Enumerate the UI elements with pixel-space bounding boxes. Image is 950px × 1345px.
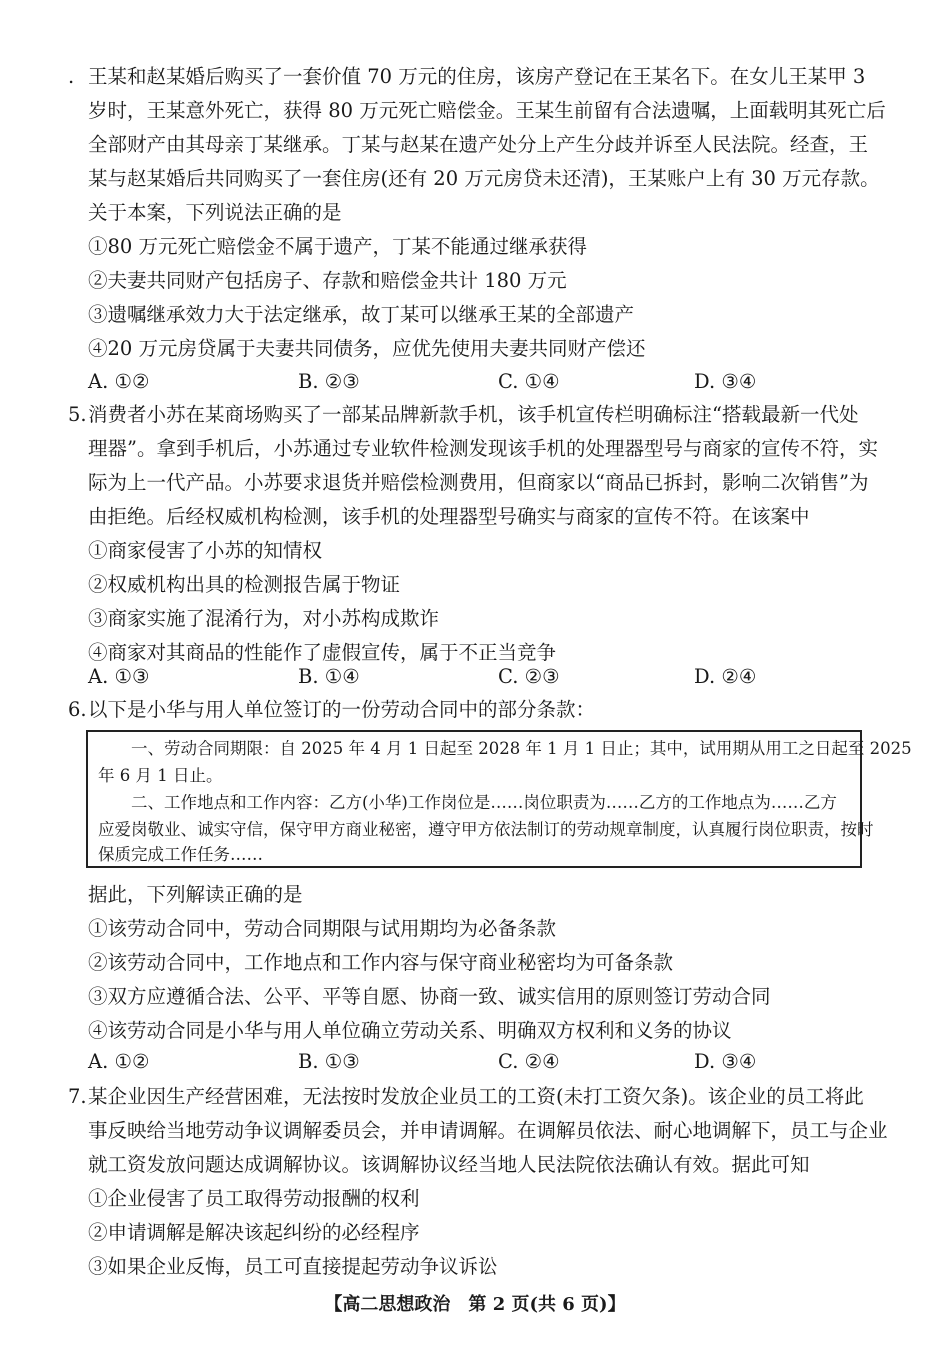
q6-statement-4: ④该劳动合同是小华与用人单位确立劳动关系、明确双方权利和义务的协议 (88, 1019, 732, 1042)
q4-option-b: B. ②③ (298, 370, 360, 393)
q5-statement-4: ④商家对其商品的性能作了虚假宣传，属于不正当竞争 (88, 641, 557, 664)
q5-line-1: 5.消费者小苏在某商场购买了一部某品牌新款手机，该手机宣传栏明确标注“搭载最新一代处 (88, 398, 862, 432)
contract-line-2: 年 6 月 1 日止。 (98, 766, 223, 785)
q4-line-1: . 王某和赵某婚后购买了一套价值 70 万元的住房，该房产登记在王某名下。在女儿王某甲 3 (88, 60, 862, 94)
q6-options (88, 1045, 868, 1079)
q5-number: 5. (68, 403, 87, 426)
q5-option-a: A. ①③ (88, 665, 150, 688)
q6-statement-2: ②该劳动合同中，工作地点和工作内容与保守商业秘密均为可备条款 (88, 951, 674, 974)
q4-option-a: A. ①② (88, 370, 150, 393)
contract-line-1: 一、劳动合同期限：自 2025 年 4 月 1 日起至 2028 年 1 月 1 日止；其中，试用期从用工之日起至 2025 (98, 739, 912, 758)
q4-option-d: D. ③④ (694, 370, 757, 393)
q6-option-a: A. ①② (88, 1050, 150, 1073)
contract-line-4: 应爱岗敬业、诚实守信，保守甲方商业秘密，遵守甲方依法制订的劳动规章制度，认真履行岗位职责，按时 (98, 820, 874, 839)
q4-line-2: 岁时，王某意外死亡，获得 80 万元死亡赔偿金。王某生前留有合法遗嘱，上面载明其死亡后 (88, 99, 886, 122)
q5-statement-1: ①商家侵害了小苏的知情权 (88, 539, 323, 562)
q4-number: . (68, 65, 75, 88)
contract-line-5: 保质完成工作任务…… (98, 845, 263, 864)
q5-option-b: B. ①④ (298, 665, 360, 688)
q4-option-c: C. ①④ (498, 370, 560, 393)
q4-statement-2: ②夫妻共同财产包括房子、存款和赔偿金共计 180 万元 (88, 269, 567, 292)
q5-line-3: 际为上一代产品。小苏要求退货并赔偿检测费用，但商家以“商品已拆封，影响二次销售”为 (88, 471, 869, 494)
q7-statement-2: ②申请调解是解决该起纠纷的必经程序 (88, 1221, 420, 1244)
q7-statement-1: ①企业侵害了员工取得劳动报酬的权利 (88, 1187, 420, 1210)
q4-line-5: 关于本案，下列说法正确的是 (88, 201, 342, 224)
q5-option-c: C. ②③ (498, 665, 560, 688)
q7-line-1: 7.某企业因生产经营困难，无法按时发放企业员工的工资(未打工资欠条)。该企业的员工将此 (88, 1080, 862, 1114)
q6-intro: 6.以下是小华与用人单位签订的一份劳动合同中的部分条款： (88, 693, 862, 727)
q5-line-2: 理器”。拿到手机后，小苏通过专业软件检测发现该手机的处理器型号与商家的宣传不符，实 (88, 437, 878, 460)
q5-line-4: 由拒绝。后经权威机构检测，该手机的处理器型号确实与商家的宣传不符。在该案中 (88, 505, 810, 528)
q7-number: 7. (68, 1085, 87, 1108)
q4-statement-4: ④20 万元房贷属于夫妻共同债务，应优先使用夫妻共同财产偿还 (88, 337, 646, 360)
q5-option-d: D. ②④ (694, 665, 757, 688)
q6-statement-3: ③双方应遵循合法、公平、平等自愿、协商一致、诚实信用的原则签订劳动合同 (88, 985, 771, 1008)
q7-line-3: 就工资发放问题达成调解协议。该调解协议经当地人民法院依法确认有效。据此可知 (88, 1153, 810, 1176)
q4-options (88, 365, 868, 399)
page-footer: 【高二思想政治 第 2 页(共 6 页)】 (324, 1294, 626, 1315)
q4-statement-1: ①80 万元死亡赔偿金不属于遗产，丁某不能通过继承获得 (88, 235, 588, 258)
q6-statement-1: ①该劳动合同中，劳动合同期限与试用期均为必备条款 (88, 917, 557, 940)
q6-option-c: C. ②④ (498, 1050, 560, 1073)
q6-option-b: B. ①③ (298, 1050, 360, 1073)
q5-statement-3: ③商家实施了混淆行为，对小苏构成欺诈 (88, 607, 440, 630)
q7-statement-3: ③如果企业反悔，员工可直接提起劳动争议诉讼 (88, 1255, 498, 1278)
contract-line-3: 二、工作地点和工作内容：乙方(小华)工作岗位是……岗位职责为……乙方的工作地点为……乙方 (98, 793, 837, 812)
q5-statement-2: ②权威机构出具的检测报告属于物证 (88, 573, 401, 596)
q6-option-d: D. ③④ (694, 1050, 757, 1073)
q4-line-4: 某与赵某婚后共同购买了一套住房(还有 20 万元房贷未还清)，王某账户上有 30 万元存款。 (88, 167, 880, 190)
q4-statement-3: ③遗嘱继承效力大于法定继承，故丁某可以继承王某的全部遗产 (88, 303, 635, 326)
q7-line-2: 事反映给当地劳动争议调解委员会，并申请调解。在调解员依法、耐心地调解下，员工与企业 (88, 1119, 888, 1142)
q6-question: 据此，下列解读正确的是 (88, 883, 303, 906)
contract-excerpt-box (86, 730, 912, 868)
q6-number: 6. (68, 698, 87, 721)
q5-options (88, 660, 868, 694)
q4-line-3: 全部财产由其母亲丁某继承。丁某与赵某在遗产处分上产生分歧并诉至人民法院。经查，王 (88, 133, 869, 156)
